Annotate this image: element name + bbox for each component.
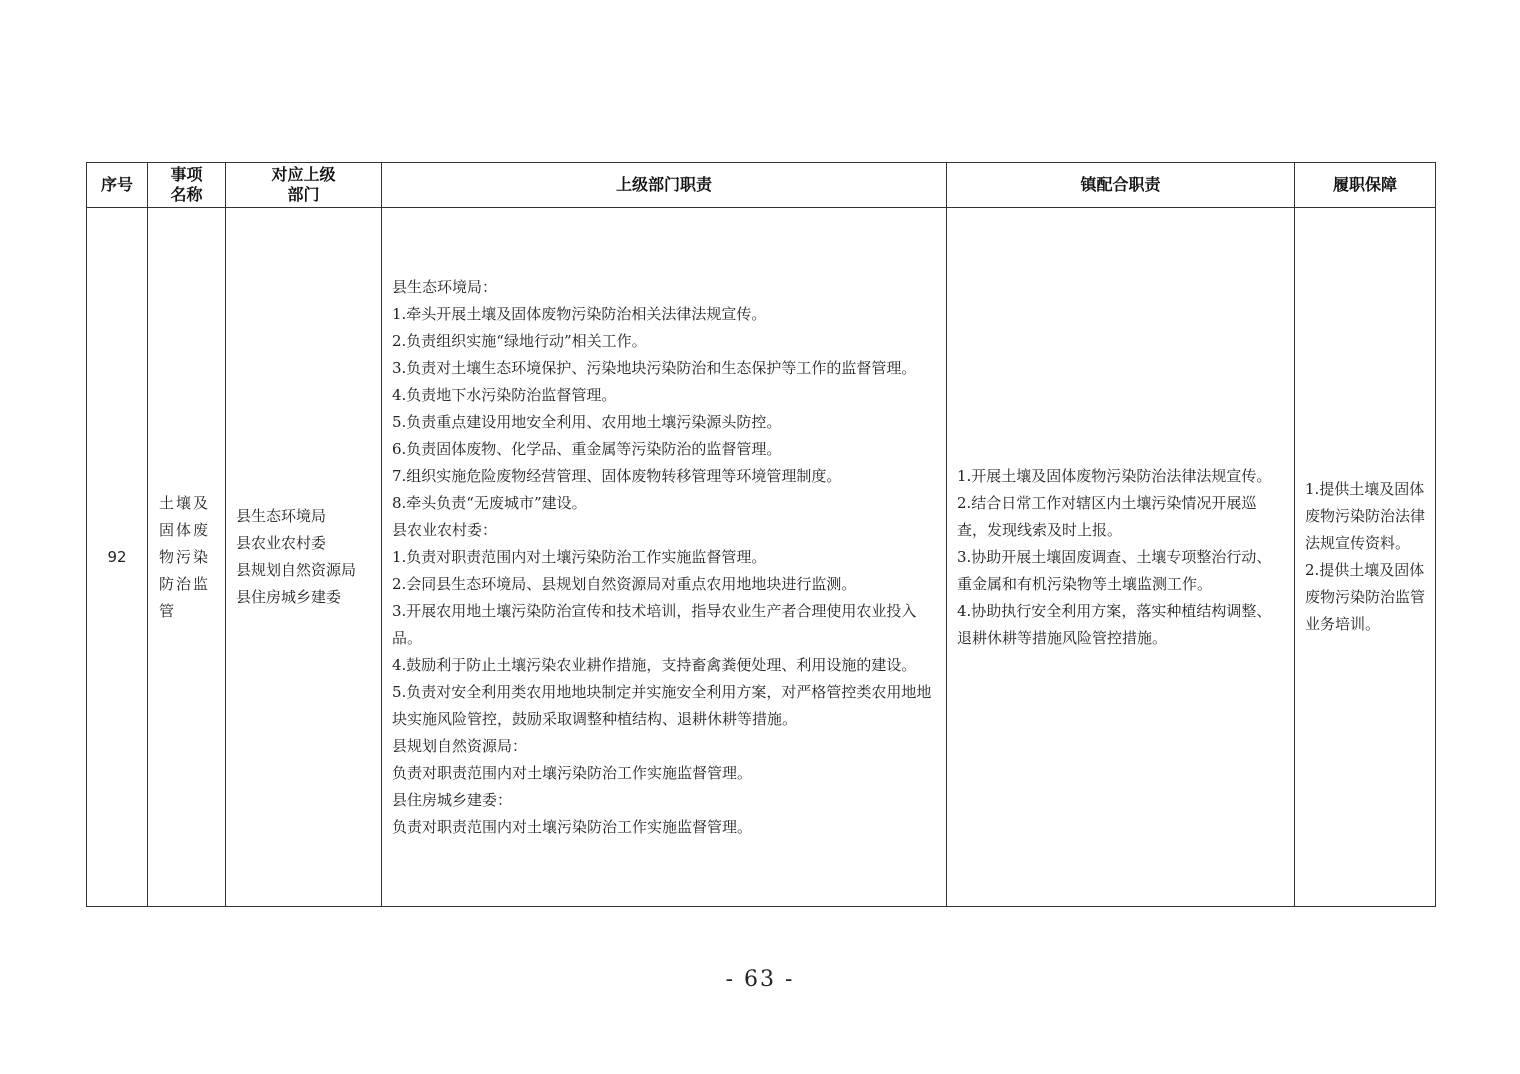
superior-duty-line: 2.会同县生态环境局、县规划自然资源局对重点农用地地块进行监测。 [392, 574, 857, 593]
duty-table [86, 162, 1436, 907]
table-header-row [87, 163, 1436, 208]
superior-dept: 县住房城乡建委 [236, 588, 342, 606]
item-name-line: 物污染 [159, 547, 211, 566]
superior-duty-line: 1.牵头开展土壤及固体废物污染防治相关法律法规宣传。 [392, 304, 767, 323]
superior-duty-line: 县生态环境局： [392, 277, 498, 296]
guarantee-line: 2.提供土壤及固体废物污染防治监管业务培训。 [1305, 561, 1426, 633]
superior-dept: 县生态环境局 [236, 507, 327, 525]
superior-duty-line: 4.负责地下水污染防治监督管理。 [392, 385, 617, 404]
header-superior-dept-line: 部门 [287, 185, 320, 204]
row-item-name [148, 208, 226, 907]
town-duty-line: 3.协助开展土壤固废调查、土壤专项整治行动、重金属和有机污染物等土壤监测工作。 [957, 547, 1272, 593]
superior-dept: 县农业农村委 [236, 534, 327, 552]
superior-dept: 县规划自然资源局 [236, 561, 357, 579]
table-row [87, 208, 1436, 907]
header-superior-duty: 上级部门职责 [382, 163, 947, 208]
item-name-line: 固体废 [159, 520, 211, 539]
guarantee-line: 1.提供土壤及固体废物污染防治法律法规宣传资料。 [1305, 480, 1426, 552]
superior-duty-line: 负责对职责范围内对土壤污染防治工作实施监督管理。 [392, 763, 753, 782]
superior-duty-line: 4.鼓励利于防止土壤污染农业耕作措施，支持畜禽粪便处理、利用设施的建设。 [392, 655, 917, 674]
superior-duty-line: 6.负责固体废物、化学品、重金属等污染防治的监督管理。 [392, 439, 782, 458]
superior-duty-line: 3.负责对土壤生态环境保护、污染地块污染防治和生态保护等工作的监督管理。 [392, 358, 917, 377]
town-duty-line: 1.开展土壤及固体废物污染防治法律法规宣传。 [957, 466, 1272, 485]
header-town-duty: 镇配合职责 [947, 163, 1295, 208]
town-duty-line: 4.协助执行安全利用方案，落实种植结构调整、退耕休耕等措施风险管控措施。 [957, 601, 1272, 647]
header-item-name [148, 163, 226, 208]
row-superior-duty [382, 208, 947, 907]
header-superior-dept [226, 163, 382, 208]
header-item-name-line: 名称 [170, 185, 203, 204]
superior-duty-line: 1.负责对职责范围内对土壤污染防治工作实施监督管理。 [392, 547, 767, 566]
item-name-line: 管 [159, 601, 177, 620]
header-item-name-line: 事项 [170, 165, 203, 184]
page-number: - 63 - [725, 967, 795, 992]
superior-duty-line: 县农业农村委： [392, 520, 498, 539]
superior-duty-line: 县住房城乡建委： [392, 790, 513, 809]
row-superior-depts [226, 208, 382, 907]
item-name-line: 土壤及 [159, 493, 211, 512]
superior-duty-line: 7.组织实施危险废物经营管理、固体废物转移管理等环境管理制度。 [392, 466, 842, 485]
superior-duty-line: 县规划自然资源局： [392, 736, 528, 755]
row-index: 92 [87, 208, 148, 907]
town-duty-line: 2.结合日常工作对辖区内土壤污染情况开展巡查，发现线索及时上报。 [957, 493, 1257, 539]
superior-duty-line: 3.开展农用地土壤污染防治宣传和技术培训，指导农业生产者合理使用农业投入品。 [392, 601, 917, 647]
row-town-duty [947, 208, 1295, 907]
header-index: 序号 [87, 163, 148, 208]
item-name-line: 防治监 [159, 574, 211, 593]
superior-duty-line: 5.负责重点建设用地安全利用、农用地土壤污染源头防控。 [392, 412, 782, 431]
header-superior-dept-line: 对应上级 [271, 165, 336, 184]
superior-duty-line: 8.牵头负责“无废城市”建设。 [392, 493, 587, 512]
row-guarantee [1295, 208, 1436, 907]
header-guarantee: 履职保障 [1295, 163, 1436, 208]
superior-duty-line: 负责对职责范围内对土壤污染防治工作实施监督管理。 [392, 817, 753, 836]
superior-duty-line: 5.负责对安全利用类农用地地块制定并实施安全利用方案，对严格管控类农用地地块实施风险管控，鼓励采取调整种植结构、退耕休耕等措施。 [392, 682, 932, 728]
superior-duty-line: 2.负责组织实施“绿地行动”相关工作。 [392, 331, 647, 350]
